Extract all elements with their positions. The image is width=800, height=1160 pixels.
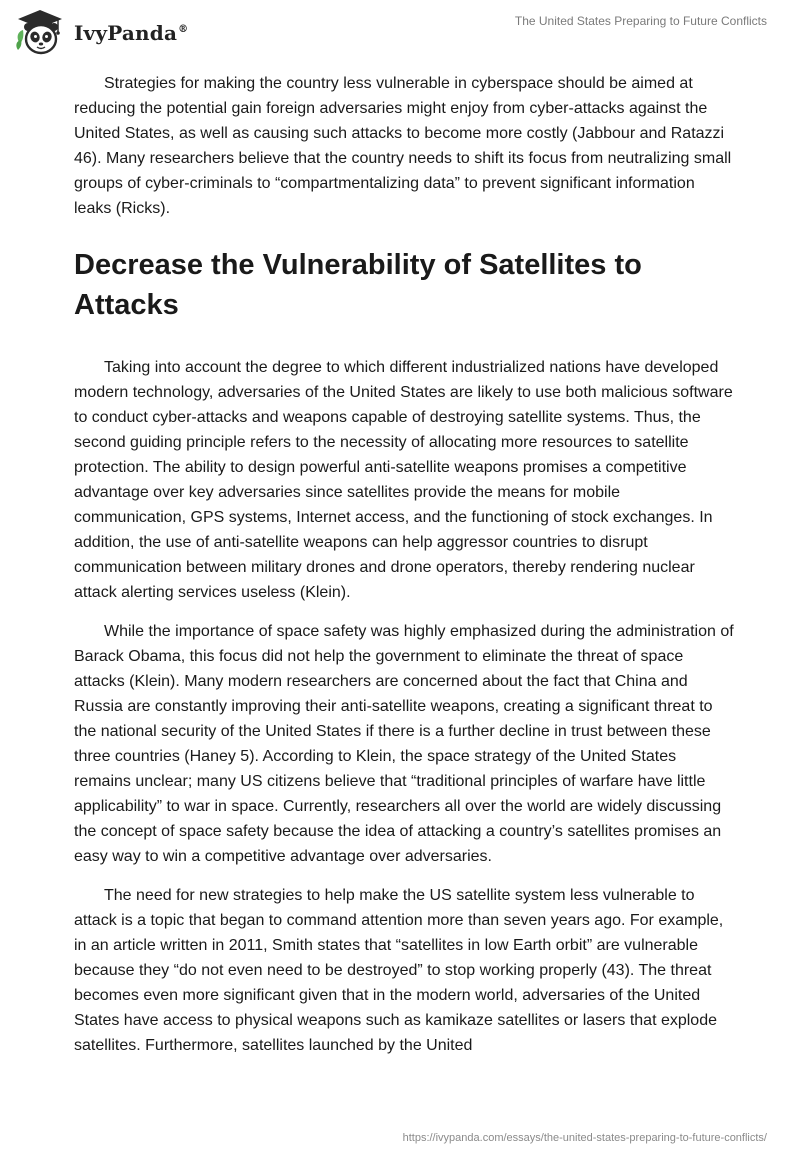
source-url[interactable]: https://ivypanda.com/essays/the-united-states-preparing-to-future-conflicts/ [402, 1132, 767, 1144]
essay-content [74, 71, 734, 1072]
page-header [0, 0, 800, 62]
logo-wordmark [74, 21, 188, 45]
body-paragraph: While the importance of space safety was highly emphasized during the administration of Barack Obama, this focus did not help the government to eliminate the threat of space attacks (Klein). Many modern researchers are concerned about the fact that China and Russia are constantly improving their anti-satellite weapons, creating a significant threat to the national security of the United States if there is a further decline in trust between these three countries (Haney 5). According to Klein, the space strategy of the United States remains unclear; many US citizens believe that “traditional principles of warfare have little applicability” to war in space. Currently, researchers all over the world are widely discussing the concept of space safety because the idea of attacking a country’s satellites promises an easy way to win a competitive advantage over adversaries. [74, 623, 734, 865]
body-paragraph: The need for new strategies to help make the US satellite system less vulnerable to attack is a topic that began to command attention more than seven years ago. For example, in an article written in 2011, Smith states that “satellites in low Earth orbit” are vulnerable because they “do not even need to be destroyed” to stop working properly (43). The threat becomes even more significant given that in the modern world, adversaries of the United States have access to physical weapons such as kamikaze satellites or lasers that explode satellites. Furthermore, satellites launched by the United [74, 887, 724, 1054]
logo-text: IvyPanda [74, 21, 178, 45]
section-heading: Decrease the Vulnerability of Satellites to Attacks [74, 249, 642, 321]
intro-paragraph: Strategies for making the country less vulnerable in cyberspace should be aimed at reducing the potential gain foreign adversaries might enjoy from cyber-attacks against the United States, as well as causing such attacks to become more costly (Jabbour and Ratazzi 46). Many researchers believe that the country needs to shift its focus from neutralizing small groups of cyber-criminals to “compartmentalizing data” to prevent significant information leaks (Ricks). [74, 75, 732, 217]
document-title: The United States Preparing to Future Conflicts [514, 14, 767, 28]
body-paragraph: Taking into account the degree to which different industrialized nations have developed modern technology, adversaries of the United States are likely to use both malicious software to conduct cyber-attacks and weapons capable of destroying satellite systems. Thus, the second guiding principle refers to the necessity of allocating more resources to satellite protection. The ability to design powerful anti-satellite weapons promises a competitive advantage over key adversaries since satellites provide the means for mobile communication, GPS systems, Internet access, and the functioning of stock exchanges. In addition, the use of anti-satellite weapons can help aggressor countries to disrupt communication between military drones and drone operators, thereby rendering nuclear attack alerting services useless (Klein). [74, 359, 733, 601]
ivypanda-logo[interactable] [14, 8, 188, 56]
registered-mark: ® [178, 24, 189, 36]
panda-logo-icon [14, 8, 66, 56]
